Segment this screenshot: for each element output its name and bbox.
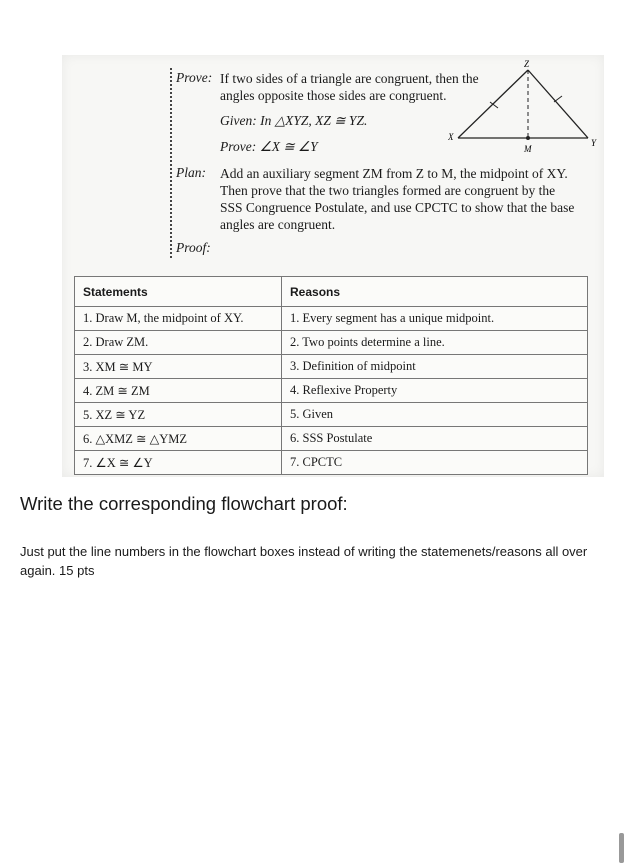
table-row	[75, 331, 588, 355]
proof-label: Proof:	[176, 240, 211, 255]
reason-2: 2. Two points determine a line.	[282, 331, 588, 355]
table-row	[75, 307, 588, 331]
table-row	[75, 355, 588, 379]
flowchart-heading: Write the corresponding flowchart proof:	[20, 493, 348, 514]
reason-4: 4. Reflexive Property	[282, 379, 588, 403]
scrollbar[interactable]	[619, 833, 624, 863]
label-y: Y	[591, 138, 597, 148]
label-x: X	[448, 132, 454, 142]
table-row	[75, 379, 588, 403]
tick-yz	[554, 96, 562, 102]
statement-5: 5. XZ ≅ YZ	[75, 403, 282, 427]
statements-reasons-table	[74, 276, 588, 475]
reason-6: 6. SSS Postulate	[282, 427, 588, 451]
plan-line-2: Then prove that the two triangles formed are congruent by the	[220, 183, 556, 198]
table-row	[75, 403, 588, 427]
header-statements: Statements	[75, 277, 282, 307]
triangle-figure	[448, 60, 598, 160]
reason-7: 7. CPCTC	[282, 451, 588, 475]
table-row	[75, 427, 588, 451]
prove-text-2: angles opposite those sides are congruent.	[220, 88, 447, 103]
statement-7: 7. ∠X ≅ ∠Y	[75, 451, 282, 475]
given-text: Given: In △XYZ, XZ ≅ YZ.	[220, 113, 368, 128]
plan-label: Plan:	[176, 165, 206, 180]
statement-2: 2. Draw ZM.	[75, 331, 282, 355]
midpoint-dot	[526, 136, 530, 140]
side-yz	[528, 70, 588, 138]
header-reasons: Reasons	[282, 277, 588, 307]
instructions-text: Just put the line numbers in the flowchart boxes instead of writing the statemenets/reasons all over again. 15 pts	[20, 544, 588, 578]
plan-line-4: angles are congruent.	[220, 217, 336, 232]
plan-line-1: Add an auxiliary segment ZM from Z to M, the midpoint of XY.	[220, 166, 568, 181]
reason-1: 1. Every segment has a unique midpoint.	[282, 307, 588, 331]
table-row	[75, 451, 588, 475]
prove2-text: Prove: ∠X ≅ ∠Y	[220, 139, 318, 154]
prove-text-1: If two sides of a triangle are congruent, then the	[220, 71, 479, 86]
statement-4: 4. ZM ≅ ZM	[75, 379, 282, 403]
statement-1: 1. Draw M, the midpoint of XY.	[75, 307, 282, 331]
reason-5: 5. Given	[282, 403, 588, 427]
margin-dots	[170, 68, 176, 258]
statement-3: 3. XM ≅ MY	[75, 355, 282, 379]
table-header-row	[75, 277, 588, 307]
label-m: M	[524, 144, 532, 154]
plan-line-3: SSS Congruence Postulate, and use CPCTC to show that the base	[220, 200, 575, 215]
prove-label: Prove:	[176, 70, 213, 85]
label-z: Z	[524, 60, 530, 69]
statement-6: 6. △XMZ ≅ △YMZ	[75, 427, 282, 451]
reason-3: 3. Definition of midpoint	[282, 355, 588, 379]
